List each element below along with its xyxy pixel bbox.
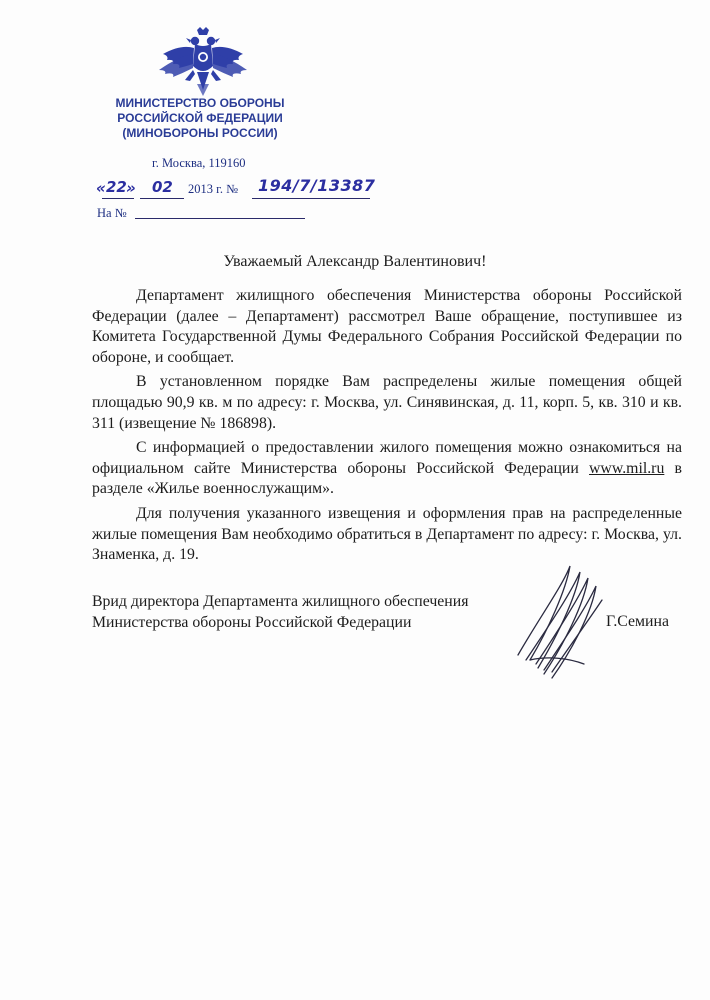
- quote-open: «: [96, 179, 106, 197]
- body-paragraph: Департамент жилищного обеспечения Министерства обороны Российской Федерации (далее – Департамент) рассмотрел Ваше обращение, поступившее из Комитета Государственной Думы Федерального Собрания Российской Федерации по обороне, и сообщает.: [92, 287, 682, 366]
- quote-close: »: [126, 179, 136, 197]
- city-postcode: г. Москва, 119160: [152, 156, 246, 170]
- double-headed-eagle-emblem-icon: [157, 26, 249, 98]
- signatory-title: [92, 592, 532, 633]
- signatory-name: Г.Семина: [606, 613, 669, 630]
- signatory-title-line: Министерства обороны Российской Федерации: [92, 613, 412, 631]
- mil-ru-link[interactable]: www.mil.ru: [589, 459, 665, 477]
- signatory-title-line: Врид директора Департамента жилищного обеспечения: [92, 593, 469, 610]
- reference-label: На №: [97, 206, 127, 220]
- ministry-header: [100, 96, 300, 141]
- day-underline: [102, 198, 134, 199]
- number-underline: [252, 198, 370, 199]
- registration-number: 194/7/13387: [258, 176, 376, 195]
- reference-line: [97, 206, 307, 224]
- date-number-line: [96, 178, 386, 204]
- date-day: 22: [106, 178, 127, 196]
- ministry-line: МИНИСТЕРСТВО ОБОРОНЫ: [115, 96, 285, 110]
- body-paragraph: В установленном порядке Вам распределены жилые помещения общей площадью 90,9 кв. м по адресу: г. Москва, ул. Синявинская, д. 11, корп. 5, кв. 310 и кв. 311 (извещение № 186898).: [92, 373, 682, 432]
- letter-body: [92, 286, 682, 570]
- body-paragraph: Для получения указанного извещения и оформления прав на распределенные жилые помещения Вам необходимо обратиться в Департамент по адресу: г. Москва, ул. Знаменка, д. 19.: [92, 504, 682, 564]
- reference-underline: [135, 218, 305, 219]
- body-paragraph-info: [92, 438, 682, 500]
- info-text-after: в разделе «Жилье военнослужащим».: [92, 459, 682, 498]
- date-year-label: 2013 г. №: [188, 182, 239, 196]
- month-underline: [140, 198, 184, 199]
- ministry-line: РОССИЙСКОЙ ФЕДЕРАЦИИ: [117, 111, 283, 125]
- salutation: Уважаемый Александр Валентинович!: [223, 253, 487, 270]
- info-text-before: С информацией о предоставлении жилого помещения можно ознакомиться на официальном сайте Министерства обороны Российской Федерации: [92, 439, 682, 477]
- ministry-line: (МИНОБОРОНЫ РОССИИ): [122, 126, 278, 140]
- date-month: 02: [152, 178, 173, 196]
- handwritten-signature-icon: [508, 560, 608, 680]
